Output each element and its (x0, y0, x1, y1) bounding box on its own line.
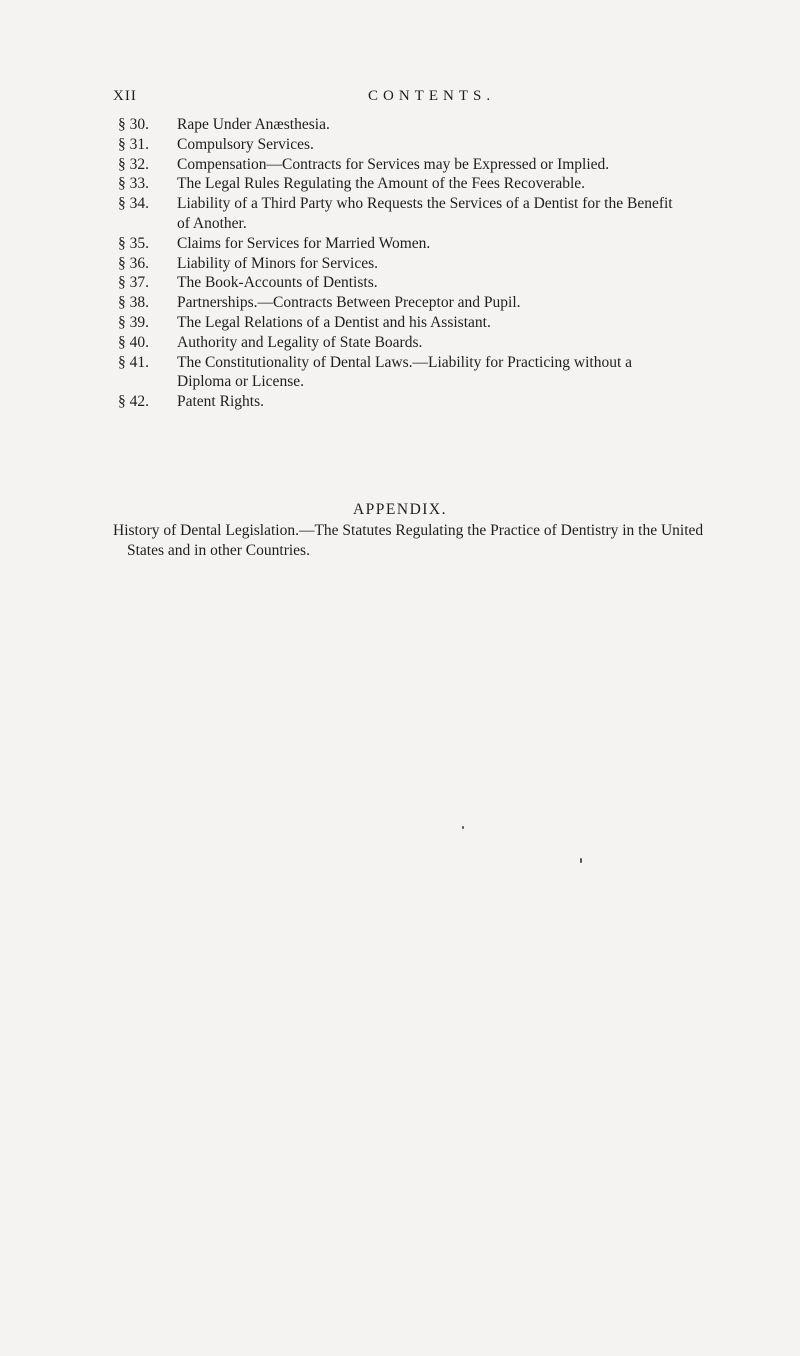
toc-entry (118, 392, 688, 412)
section-number: § 34. (118, 195, 149, 213)
toc-entry (118, 254, 688, 274)
section-title: Liability of a Third Party who Requests the Services of a Dentist for the Benefit of Another. (177, 195, 673, 232)
section-title: The Legal Relations of a Dentist and his Assistant. (177, 313, 491, 331)
toc-entry (118, 293, 688, 313)
page-number: XII (113, 88, 137, 104)
section-title: Compulsory Services. (177, 135, 314, 153)
section-number: § 36. (118, 254, 149, 272)
section-title: Partnerships.—Contracts Between Preceptor and Pupil. (177, 294, 521, 312)
section-title: Patent Rights. (177, 393, 264, 411)
section-title: Compensation—Contracts for Services may be Expressed or Implied. (177, 155, 610, 173)
section-title: Rape Under Anæsthesia. (177, 116, 330, 133)
appendix-heading: APPENDIX. (352, 501, 448, 518)
section-number: § 41. (118, 353, 149, 371)
section-title: Claims for Services for Married Women. (177, 234, 431, 252)
toc-entry (118, 273, 688, 293)
toc-entry (118, 194, 688, 234)
section-number: § 31. (118, 135, 149, 153)
toc-entry (118, 353, 688, 393)
section-number: § 42. (118, 393, 149, 411)
page-header (113, 88, 613, 110)
toc-entry (118, 115, 688, 135)
toc-entry (118, 333, 688, 353)
section-number: § 32. (118, 155, 149, 173)
section-title: The Book-Accounts of Dentists. (177, 274, 378, 292)
appendix-description: History of Dental Legislation.—The Statutes Regulating the Practice of Dentistry in the United States and in other Countries. (113, 522, 704, 559)
toc-entry (118, 313, 688, 333)
section-number: § 38. (118, 294, 149, 312)
print-speck (580, 858, 582, 863)
section-title: The Constitutionality of Dental Laws.—Liability for Practicing without a Diploma or License. (177, 353, 633, 391)
section-title: Liability of Minors for Services. (177, 254, 379, 272)
toc-entry (118, 174, 688, 194)
section-title: Authority and Legality of State Boards. (177, 333, 423, 351)
section-number: § 37. (118, 274, 149, 292)
contents-list (118, 115, 688, 412)
running-title: CONTENTS. (368, 88, 496, 104)
toc-entry (118, 155, 688, 175)
print-speck (462, 826, 464, 829)
section-number: § 30. (118, 116, 149, 133)
section-number: § 35. (118, 234, 149, 252)
section-number: § 39. (118, 313, 149, 331)
section-number: § 33. (118, 175, 149, 193)
toc-entry (118, 234, 688, 254)
toc-entry (118, 135, 688, 155)
section-title: The Legal Rules Regulating the Amount of the Fees Recoverable. (177, 175, 586, 193)
section-number: § 40. (118, 333, 149, 351)
